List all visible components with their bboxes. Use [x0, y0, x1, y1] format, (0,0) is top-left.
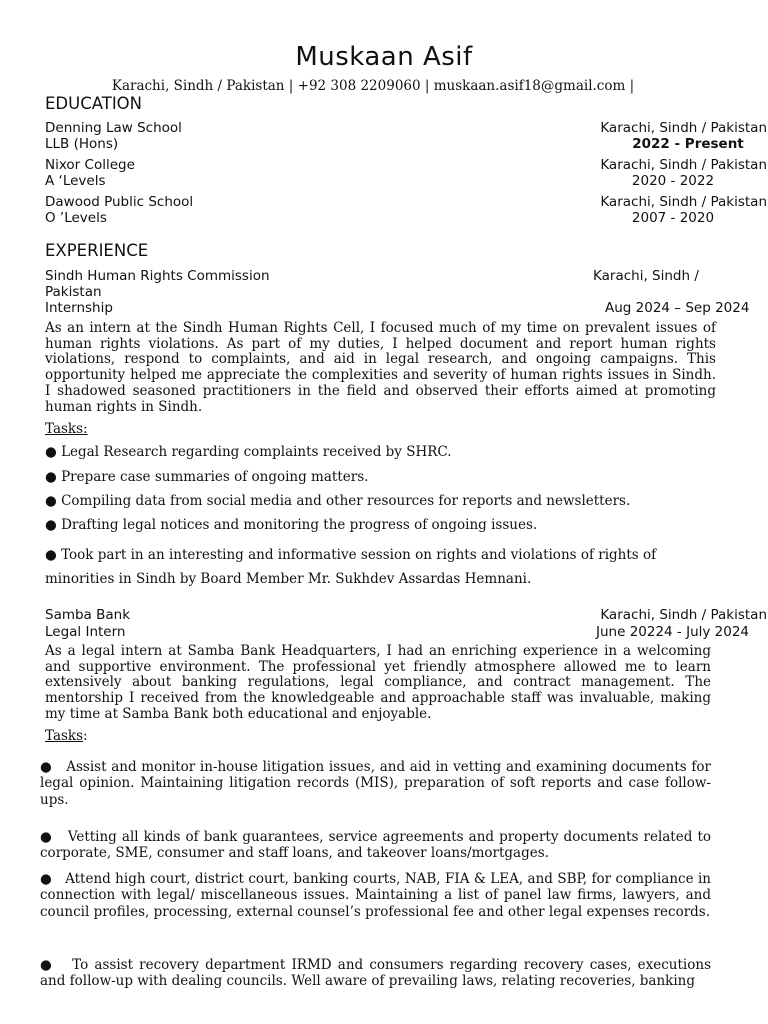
education-location: Karachi, Sindh / Pakistan [600, 157, 767, 173]
job-description: As an intern at the Sindh Human Rights Cell, I focused much of my time on prevalent issues of human rights violations. As part of my duties, I helped document and report human rights violations, respond to complaints, and aid in legal research, and ongoing campaigns. This opportunity helped me appreciate the complexities and severity of human rights issues in Sindh. I shadowed seasoned practitioners in the field and observed their efforts aimed at promoting human rights in Sindh. [45, 320, 716, 415]
organization-name-continued: Pakistan [45, 284, 102, 300]
job-location: Karachi, Sindh / Pakistan [600, 607, 767, 623]
organization-name: Sindh Human Rights Commission [45, 268, 270, 284]
job-location: Karachi, Sindh / [593, 268, 699, 284]
task-item: ● Compiling data from social media and other resources for reports and newsletters. [45, 493, 631, 509]
task-item: ● Attend high court, district court, banking courts, NAB, FIA & LEA, and SBP, for compliance in connection with legal/ miscellaneous issues. Maintaining a list of panel law firms, lawyers, and council profiles, processing, external counsel’s professional fee and other legal expenses records. [40, 871, 711, 920]
school-name: Denning Law School [45, 120, 182, 136]
tasks-label [45, 421, 88, 437]
school-name: Dawood Public School [45, 194, 194, 210]
task-item: ● Drafting legal notices and monitoring the progress of ongoing issues. [45, 517, 538, 533]
job-description: As a legal intern at Samba Bank Headquarters, I had an enriching experience in a welcoming and supportive environment. The professional yet friendly atmosphere allowed me to learn extensively about banking regulations, legal compliance, and contract management. The mentorship I received from the knowledgeable and approachable staff was invaluable, making my time at Samba Bank both educational and enjoyable. [45, 643, 711, 722]
tasks-label-text: Tasks [45, 728, 84, 744]
experience-heading: EXPERIENCE [45, 241, 149, 260]
task-item: ● Assist and monitor in-house litigation issues, and aid in vetting and examining documents for legal opinion. Maintaining litigation records (MIS), preparation of soft reports and case follow-ups. [40, 759, 711, 808]
tasks-label [45, 728, 88, 744]
job-role: Legal Intern [45, 624, 126, 640]
job-dates: June 20224 - July 2024 [596, 624, 750, 640]
task-item: ● Took part in an interesting and informative session on rights and violations of rights of minorities in Sindh by Board Member Mr. Sukhdev Assardas Hemnani. [45, 547, 657, 587]
tasks-label-text: Tasks: [45, 421, 88, 437]
task-item: ● Legal Research regarding complaints received by SHRC. [45, 444, 452, 460]
education-dates: 2007 - 2020 [631, 210, 715, 226]
school-name: Nixor College [45, 157, 135, 173]
education-dates: 2022 - Present [632, 136, 744, 152]
education-dates: 2020 - 2022 [631, 173, 715, 189]
degree: A ‘Levels [45, 173, 106, 189]
job-dates: Aug 2024 – Sep 2024 [605, 300, 750, 316]
candidate-name: Muskaan Asif [295, 42, 473, 72]
education-location: Karachi, Sindh / Pakistan [600, 194, 767, 210]
education-location: Karachi, Sindh / Pakistan [600, 120, 767, 136]
tasks-label-colon: : [83, 728, 88, 744]
contact-line: Karachi, Sindh / Pakistan | +92 308 2209060 | muskaan.asif18@gmail.com | [111, 78, 635, 94]
degree: O ’Levels [45, 210, 107, 226]
task-item: ● Vetting all kinds of bank guarantees, service agreements and property documents related to corporate, SME, consumer and staff loans, and takeover loans/mortgages. [40, 829, 711, 862]
degree: LLB (Hons) [45, 136, 119, 152]
task-item: ● Prepare case summaries of ongoing matters. [45, 469, 369, 485]
job-role: Internship [45, 300, 113, 316]
organization-name: Samba Bank [45, 607, 131, 623]
education-heading: EDUCATION [45, 94, 143, 113]
task-item: ● To assist recovery department IRMD and consumers regarding recovery cases, executions and follow-up with dealing councils. Well aware of prevailing laws, relating recoveries, banking [40, 957, 711, 990]
